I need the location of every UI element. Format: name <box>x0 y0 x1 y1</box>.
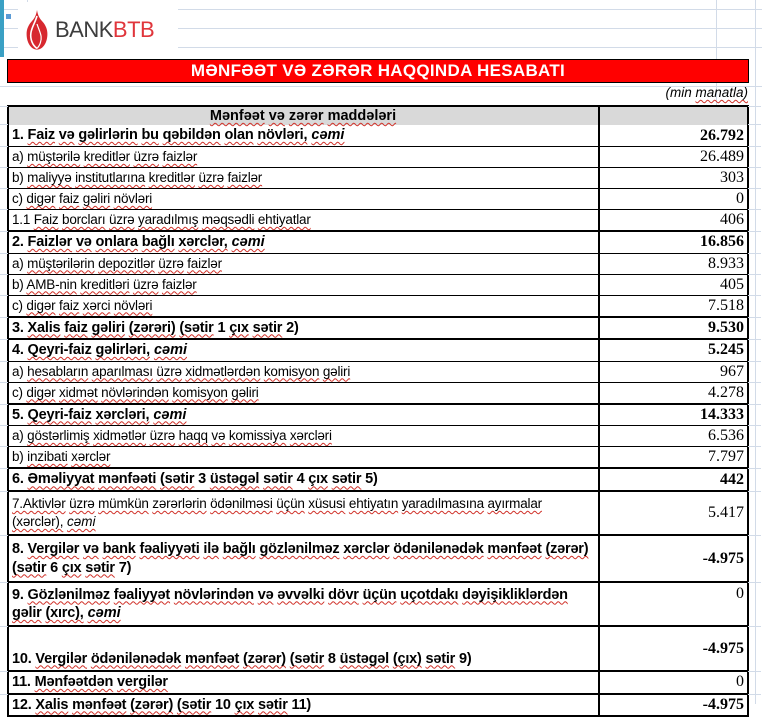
sheet-gridline <box>0 86 762 87</box>
flame-icon <box>26 9 48 51</box>
row-label: a) hesabların aparılması üzrə xidmətlərdən komisyon gəliri <box>12 363 351 379</box>
row-label: 9. Gözlənilməz fəaliyyət növlərindən və əvvəlki dövr üçün uçotdakı dəyişikliklərdən gəlir (xırc), <box>12 586 568 622</box>
table-row <box>9 295 747 316</box>
units-note <box>665 85 748 100</box>
row-label-cell[interactable] <box>9 168 600 188</box>
sheet-edge-highlight <box>0 0 4 57</box>
table-body <box>9 125 747 715</box>
table-row <box>9 188 747 209</box>
row-value: 16.856 <box>700 233 744 251</box>
row-label-text <box>12 211 311 229</box>
table-row <box>9 146 747 167</box>
row-value-cell[interactable] <box>600 254 747 274</box>
row-label-suffix: cəmi <box>311 127 345 144</box>
row-value-cell[interactable] <box>600 447 747 467</box>
row-label: 2. Faizlər və onlara bağlı xərclər, <box>12 234 228 250</box>
table-row <box>9 167 747 188</box>
row-label-cell[interactable] <box>9 296 600 316</box>
row-label-suffix: cəmi <box>67 514 96 530</box>
row-label: b) AMB-nin kreditləri üzrə faizlər <box>12 276 197 292</box>
table-row <box>9 230 747 253</box>
row-label: a) göstərlimiş xidmətlər üzrə haqq və komissiya xərcləri <box>12 428 332 444</box>
row-label-text <box>12 341 187 360</box>
row-label: b) maliyyə institutlarına kreditlər üzrə faizlər <box>12 170 263 185</box>
row-label: a) müştərilə kreditlər üzrə faizlər <box>12 149 198 164</box>
row-label-text <box>12 586 594 623</box>
row-label-cell[interactable] <box>9 469 600 490</box>
row-value: 405 <box>720 275 744 293</box>
row-label-text <box>12 169 262 187</box>
row-value-cell[interactable] <box>600 232 747 253</box>
row-label: 11. Mənfəətdən vergilər <box>12 674 168 691</box>
logo-text-btb: BTB <box>112 17 155 42</box>
selection-fill-handle[interactable] <box>5 13 12 20</box>
row-label: a) müştərilərin depozitlər üzrə faizlər <box>12 255 222 271</box>
row-value: 406 <box>720 211 744 228</box>
units-note-prefix: (min <box>665 85 696 100</box>
row-label: 12. Xalis mənfəət (zərər) (sətir 10 çıx sətir 11) <box>12 696 312 713</box>
row-value: -4.975 <box>702 639 744 657</box>
row-label: b) inzibati xərclər <box>12 449 111 465</box>
row-value: 967 <box>720 362 744 380</box>
row-label-cell[interactable] <box>9 627 600 670</box>
table-row <box>9 446 747 467</box>
table-row <box>9 274 747 295</box>
row-label-cell[interactable] <box>9 340 600 361</box>
row-label-text <box>12 406 186 425</box>
logo-text <box>55 17 154 43</box>
row-value: 26.489 <box>700 148 744 165</box>
row-label: 7.Aktivlər üzrə mümkün zərərlərin ödənilməsi üçün xüsusi ehtiyatın yaradılmasına ayırmalar (xərclər), <box>12 496 542 530</box>
row-label-text <box>12 319 299 338</box>
row-label-text <box>12 126 344 145</box>
row-label-text <box>12 148 197 166</box>
row-label: 6. Əməliyyat mənfəəti (sətir 3 üstəgəl sətir 4 çıx sətir 5) <box>12 471 378 488</box>
table-row <box>9 490 747 534</box>
row-value: 26.792 <box>700 126 744 144</box>
row-label-text <box>12 495 594 531</box>
row-label-text <box>12 255 222 273</box>
row-label-cell[interactable] <box>9 254 600 274</box>
row-label-cell[interactable] <box>9 447 600 467</box>
row-label-cell[interactable] <box>9 426 600 446</box>
row-value-cell[interactable] <box>600 405 747 426</box>
row-label: c) digər xidmət növlərindən komisyon gəliri <box>12 384 259 400</box>
row-label-text <box>12 363 350 381</box>
header-label: Mənfəət və zərər maddələri <box>209 108 397 124</box>
row-label-cell[interactable] <box>9 362 600 382</box>
row-label-suffix: cəmi <box>153 342 187 359</box>
row-value: -4.975 <box>702 696 744 713</box>
row-value-cell[interactable] <box>600 362 747 382</box>
table-row <box>9 361 747 382</box>
row-value: 0 <box>736 673 744 691</box>
row-label: 8. Vergilər və bank fəaliyyəti ilə bağlı gözlənilməz xərclər ödənilənədək mənfəət (zərər) (sətir 6 çıx sətir 7) <box>12 541 589 576</box>
row-label-text <box>12 470 378 489</box>
row-value-cell[interactable] <box>600 296 747 316</box>
row-value: 4.278 <box>708 383 744 401</box>
table-row <box>9 534 747 581</box>
row-label-cell[interactable] <box>9 318 600 339</box>
row-label-cell[interactable] <box>9 275 600 295</box>
row-label-cell[interactable] <box>9 147 600 167</box>
row-value-cell[interactable] <box>600 695 747 716</box>
table-row <box>9 125 747 146</box>
units-note-word: manatla) <box>695 85 748 100</box>
table-row <box>9 467 747 490</box>
table-row <box>9 209 747 230</box>
row-value: 6.536 <box>708 427 744 445</box>
row-label-cell[interactable] <box>9 695 600 716</box>
logo-text-bank: BANK <box>55 17 113 42</box>
row-value: 442 <box>720 470 744 488</box>
table-row <box>9 425 747 446</box>
row-label-text <box>12 673 168 692</box>
row-label-cell[interactable] <box>9 189 600 209</box>
row-label-text <box>12 540 594 577</box>
table-row <box>9 581 747 625</box>
row-label-cell[interactable] <box>9 405 600 426</box>
report-title: MƏNFƏƏT VƏ ZƏRƏR HAQQINDA HESABATI <box>190 61 566 80</box>
row-value-cell[interactable] <box>600 469 747 490</box>
row-label-suffix: cəmi <box>153 406 187 423</box>
row-label: 1. Faiz və gəlirlərin bu qəbildən olan növləri, <box>12 127 308 144</box>
bank-btb-logo <box>18 2 178 58</box>
table-row <box>9 253 747 274</box>
row-value-cell[interactable] <box>600 383 747 403</box>
row-value-cell[interactable] <box>600 492 747 534</box>
row-value-cell[interactable] <box>600 426 747 446</box>
table-row <box>9 338 747 361</box>
table-header-row <box>9 107 747 125</box>
row-value: 0 <box>736 190 744 207</box>
row-label-cell[interactable] <box>9 232 600 253</box>
row-label: c) digər faiz gəliri növləri <box>12 191 153 206</box>
row-label-text <box>12 650 471 669</box>
row-value-cell[interactable] <box>600 627 747 670</box>
row-value: 5.245 <box>708 341 744 359</box>
row-value: 14.333 <box>700 405 744 423</box>
row-value-cell[interactable] <box>600 318 747 339</box>
row-label-text <box>12 276 197 294</box>
row-value: 9.530 <box>708 318 744 336</box>
row-label-text <box>12 190 152 208</box>
row-label-text <box>12 233 265 252</box>
row-value-cell[interactable] <box>600 125 747 146</box>
row-label-cell[interactable] <box>9 492 600 534</box>
row-value-cell[interactable] <box>600 168 747 188</box>
table-row <box>9 316 747 339</box>
row-value-cell[interactable] <box>600 210 747 230</box>
row-label: 10. Vergilər ödənilənədək mənfəət (zərər) (sətir 8 üstəgəl (çıx) sətir 9) <box>12 650 472 667</box>
header-value-cell[interactable] <box>600 107 747 125</box>
row-label-text <box>12 297 152 315</box>
row-value: 7.797 <box>708 448 744 466</box>
row-value-cell[interactable] <box>600 189 747 209</box>
row-value-cell[interactable] <box>600 275 747 295</box>
row-label: 5. Qeyri-faiz xərcləri, <box>12 406 150 423</box>
row-value: -4.975 <box>702 549 744 567</box>
row-label: c) digər faiz xərci növləri <box>12 297 153 313</box>
row-label-text <box>12 696 311 715</box>
row-label-text <box>12 448 110 466</box>
row-label-suffix: cəmi <box>87 605 121 622</box>
row-label: 1.1 Faiz borcları üzrə yaradılmış məqsədli ehtiyatlar <box>12 212 311 227</box>
row-label-cell[interactable] <box>9 583 600 625</box>
row-value: 8.933 <box>708 254 744 272</box>
row-value-cell[interactable] <box>600 583 747 625</box>
row-label-cell[interactable] <box>9 210 600 230</box>
report-table <box>7 105 749 717</box>
row-label-cell[interactable] <box>9 536 600 581</box>
report-title-banner <box>7 59 749 83</box>
row-label-text <box>12 427 332 445</box>
row-label-cell[interactable] <box>9 125 600 146</box>
table-row <box>9 403 747 426</box>
row-label-suffix: cəmi <box>231 234 265 250</box>
row-value: 5.417 <box>708 504 744 522</box>
row-value-cell[interactable] <box>600 672 747 693</box>
row-label-text <box>12 384 259 402</box>
table-row <box>9 625 747 670</box>
row-label-cell[interactable] <box>9 383 600 403</box>
row-value: 303 <box>720 169 744 186</box>
row-label: 3. Xalis faiz gəliri (zərəri) (sətir 1 çıx sətir 2) <box>12 319 299 336</box>
row-value-cell[interactable] <box>600 340 747 361</box>
table-row <box>9 670 747 693</box>
header-label-cell[interactable] <box>9 107 600 125</box>
table-row <box>9 382 747 403</box>
table-row <box>9 693 747 716</box>
row-value-cell[interactable] <box>600 147 747 167</box>
row-label: 4. Qeyri-faiz gəlirləri, <box>12 342 150 359</box>
row-value-cell[interactable] <box>600 536 747 581</box>
row-value: 0 <box>736 585 744 603</box>
row-label-cell[interactable] <box>9 672 600 693</box>
row-value: 7.518 <box>708 296 744 314</box>
